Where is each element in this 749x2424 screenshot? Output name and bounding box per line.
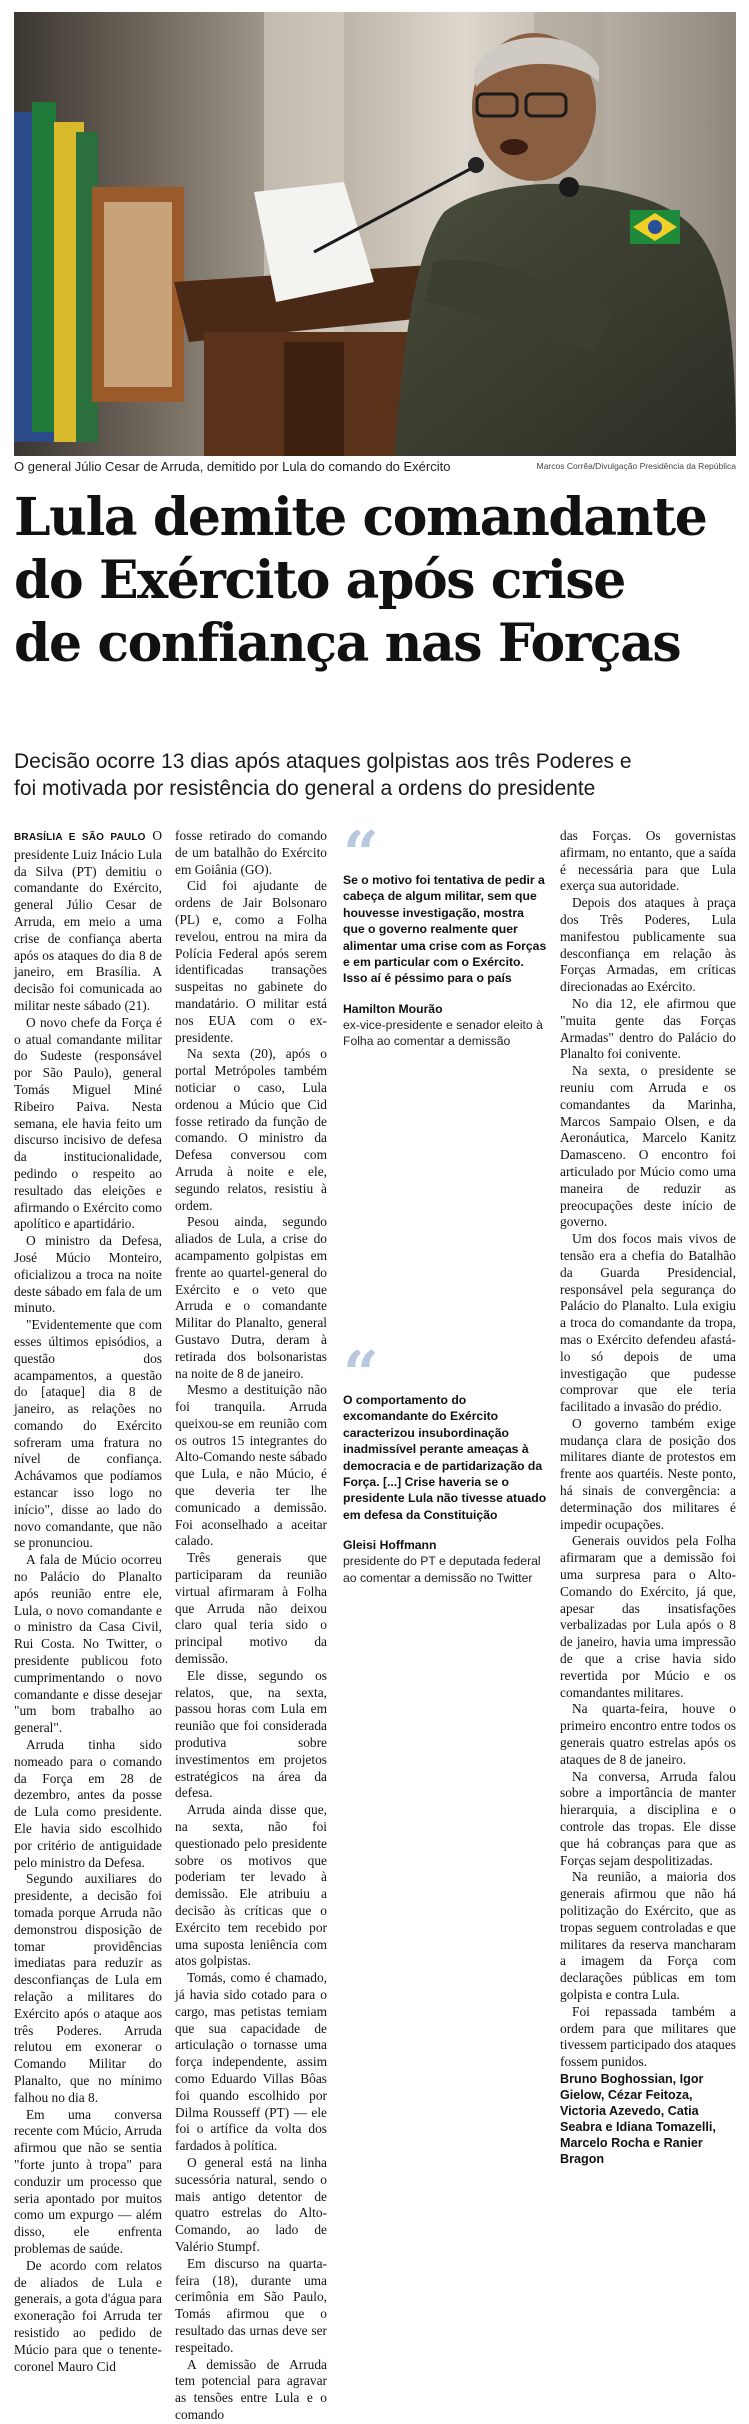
subheadline [14,748,736,802]
article-paragraph: Mesmo a destituição não foi tranquila. Arruda queixou-se em reunião com os outros 15 integrantes do Alto-Comando neste sábado que Lula, e não Múcio, é que deveria ter lhe comunicado a demissão. Foi aconselhado a aceitar calado. [175,1382,327,1549]
article-paragraph: Na quarta-feira, houve o primeiro encontro entre todos os generais quatro estrelas após os ataques de 8 de janeiro. [560,1701,736,1767]
photo-caption: O general Júlio Cesar de Arruda, demitido por Lula do comando do Exército [14,459,451,474]
dateline: BRASÍLIA E SÃO PAULO [14,832,146,843]
article-paragraph: Em discurso na quarta-feira (18), durante uma cerimônia em São Paulo, Tomás afirmou que o resultado das urnas deve ser respeitado. [175,2255,327,2355]
article-paragraph: O novo chefe da Força é o atual comandante militar do Sudeste (responsável por São Paulo), general Tomás Miguel Miné Ribeiro Paiva. Nesta semana, ele havia feito um discurso incisivo de defesa da institucionalidade, pedindo o respeito ao resultado das eleições e afirmando o Exército como apolítico e apartidário. [14,1014,162,1232]
article-paragraph: fosse retirado do comando de um batalhão do Exército em Goiânia (GO). [175,828,327,877]
article-paragraph: De acordo com relatos de aliados de Lula e generais, a gota d'água para exoneração foi Arruda ter resistido ao pedido de Múcio para que o tenente-coronel Mauro Cid [14,2257,162,2374]
quote-author: Gleisi Hoffmann [343,1538,437,1553]
article-paragraph: Na sexta (20), após o portal Metrópoles também noticiar o caso, Lula ordenou a Múcio que Cid fosse retirado da função de comando. O ministro da Defesa conversou com Arruda à noite e ele, segundo relatos, resistiu à ordem. [175,1046,327,1213]
article-paragraph: Tomás, como é chamado, já havia sido cotado para o cargo, mas petistas temiam que sua capacidade de articulação o tornasse uma força independente, assim como Eduardo Villas Bôas foi quando escolhido por Dilma Rousseff (PT) — ele foi o artífice da volta dos fardados à política. [175,1970,327,2154]
article-paragraph: "Evidentemente que com esses últimos episódios, a questão dos acampamentos, a questão do [ataque] dia 8 de janeiro, as relações no comando do Exército sofreram uma fratura no nível de confiança. Achávamos que podíamos estancar isso logo no início", disse ao lado do novo comandante, que não se pronunciou. [14,1317,162,1551]
photo-credit: Marcos Corrêa/Divulgação Presidência da República [536,461,736,471]
quote-mark-icon: “ [343,1337,379,1410]
article-paragraph: Arruda tinha sido nomeado para o comando da Força em 28 de dezembro, antes da posse de Lula como presidente. Ele havia sido escolhido por critério de antiguidade pelo ministro da Defesa. [14,1737,162,1870]
article-paragraph: A fala de Múcio ocorreu no Palácio do Planalto após reunião entre ele, Lula, o novo comandante e o ministro da Casa Civil, Rui Costa. No Twitter, o presidente publicou foto cumprimentando o novo comandante e disse desejar "um bom trabalho ao general". [14,1552,162,1736]
article-paragraph: Pesou ainda, segundo aliados de Lula, a crise do acampamento golpistas em frente ao quartel-general do Exército e o veto que Arruda e o comandante Militar do Planalto, general Gustavo Dutra, deram à retirada dos bolsonaristas na noite de 8 de janeiro. [175,1214,327,1381]
general-speaking-image [14,12,736,456]
headline-line: de confiança nas Forças [14,613,681,674]
quote-author-role: presidente do PT e deputada federal ao comentar a demissão no Twitter [343,1554,541,1585]
article-paragraph: No dia 12, ele afirmou que "muita gente das Forças Armadas" dentro do Palácio do Planalto foi conivente. [560,995,736,1062]
article-paragraph: Foi repassada também a ordem para que militares que tivessem participado dos ataques fossem punidos. [560,2003,736,2070]
quote-author-role: ex-vice-presidente e senador eleito à Folha ao comentar a demissão [343,1017,543,1049]
article-paragraph: BRASÍLIA E SÃO PAULO O presidente Luiz Inácio Lula da Silva (PT) demitiu o comandante do Exército, general Júlio Cesar de Arruda, em meio a uma crise de confiança aberta após os ataques do dia 8 de janeiro, em Brasília. A decisão foi comunicada ao militar neste sábado (21). [14,828,162,1013]
article-paragraph: Arruda ainda disse que, na sexta, não foi questionado pelo presidente sobre os motivos que poderiam ter levado à demissão. Ele atribuiu a decisão às críticas que o Exército tem recebido por uma suposta leniência com atos golpistas. [175,1802,327,1969]
headline-line: Lula demite comandante [14,487,707,548]
byline: Bruno Boghossian, Igor Gielow, Cézar Feitoza, Victoria Azevedo, Catia Seabra e Idiana Tomazelli, Marcelo Rocha e Ranier Bragon [560,2071,716,2166]
article-paragraph: Um dos focos mais vivos de tensão era a chefia do Batalhão da Guarda Presidencial, responsável pela segurança do Palácio do Planalto. Lula exigiu a troca do comandante da tropa, mas o Exército defendeu afastá-lo só depois de uma investigação que pudesse comprovar que ele teria facilitado a invasão do prédio. [560,1231,736,1415]
headline [14,486,736,675]
article-paragraph: O ministro da Defesa, José Múcio Monteiro, oficializou a troca na noite deste sábado em fala de um minuto. [14,1233,162,1316]
article-paragraph: das Forças. Os governistas afirmam, no entanto, que a saída é necessária para que Lula exerça sua autoridade. [560,828,736,894]
headline-line: do Exército após crise [14,550,625,611]
article-paragraph: Na reunião, a maioria dos generais afirmou que não há politização do Exército, que as tropas seguem controladas e que militares da reserva mancharam a imagem da Força com declarações públicas em tom golpista e contra Lula. [560,1869,736,2002]
article-paragraph: Generais ouvidos pela Folha afirmaram que a demissão foi uma surpresa para o Alto-Comando do Exército, já que, apesar das insatisfações verbalizadas por Lula após o 8 de janeiro, havia uma impressão de que a crise havia sido revertida por Múcio e os comandantes militares. [560,1533,736,1700]
article-column-1 [14,828,162,2374]
article-paragraph: Ele disse, segundo os relatos, que, na sexta, passou horas com Lula em reunião que foi considerada produtiva sobre investimentos em projetos estratégicos na área da defesa. [175,1667,327,1801]
news-photo [14,12,736,456]
quote-author: Hamilton Mourão [343,1001,443,1016]
article-column-4 [560,828,736,2166]
article-paragraph: O governo também exige mudança clara de posição dos militares diante de protestos em frente aos quartéis. Neste ponto, há sinais de convergência: a determinação dos militares é impedir ocupações. [560,1415,736,1532]
article-column-2 [175,828,327,2422]
pull-quote [343,1337,548,1586]
quote-text: Se o motivo foi tentativa de pedir a cabeça de algum militar, sem que houvesse investigação, mostra que o governo realmente quer alimentar uma crise com as Forças e em particular com o Exército. Isso aí é péssimo para o país [343,873,547,986]
article-paragraph: O general está na linha sucessória natural, sendo o mais antigo detentor de quatro estrelas do Alto-Comando, ao lado de Valério Stumpf. [175,2154,327,2254]
subheadline-line: Decisão ocorre 13 dias após ataques golpistas aos três Poderes e [14,750,632,773]
article-paragraph: Cid foi ajudante de ordens de Jair Bolsonaro (PL) e, como a Folha revelou, entrou na mira da Polícia Federal após serem identificadas transações suspeitas no gabinete do mandatário. O militar está nos EUA com o ex-presidente. [175,878,327,1045]
quote-mark-icon: “ [343,817,379,890]
article-paragraph: Depois dos ataques à praça dos Três Poderes, Lula manifestou publicamente sua desconfiança em relação às Forças Armadas, em críticas direcionadas ao Exército. [560,895,736,995]
article-paragraph: Segundo auxiliares do presidente, a decisão foi tomada porque Arruda não demonstrou disposição de tomar providências imediatas para reduzir as desconfianças de Lula em relação a militares do Exército após o ataque aos três Poderes. Arruda relutou em exonerar o Comando Militar do Planalto, que no mínimo falhou no dia 8. [14,1871,162,2105]
pull-quote [343,817,548,1050]
photo-caption-row [14,459,736,475]
article-paragraph: Em uma conversa recente com Múcio, Arruda afirmou que não se sentia "forte junto à tropa" para conduzir um processo que seria apontado por muitos como um expurgo — além disso, ele enfrenta problemas de saúde. [14,2106,162,2256]
quotes-column [343,817,548,2144]
subheadline-line: foi motivada por resistência do general a ordens do presidente [14,777,596,800]
article-paragraph: Três generais que participaram da reunião virtual afirmaram à Folha que Arruda não deixou claro qual teria sido o principal motivo da demissão. [175,1550,327,1667]
article-paragraph: Na sexta, o presidente se reuniu com Arruda e os comandantes da Marinha, Marcos Sampaio Olsen, e da Aeronáutica, Marcelo Kanitz Damasceno. O encontro foi articulado por Múcio como uma maneira de reduzir as preocupações deste início de governo. [560,1063,736,1230]
article-paragraph: Na conversa, Arruda falou sobre a importância de manter hierarquia, a disciplina e o controle das tropas. Ele disse que há cobranças para que as Forças sejam despolitizadas. [560,1768,736,1868]
quote-text: O comportamento do excomandante do Exército caracterizou insubordinação inadmissível perante ameaças à democracia e de partidarização da Força. [...] Crise haveria se o presidente Lula não tivesse atuado em defesa da Constituição [343,1393,547,1522]
article-paragraph: A demissão de Arruda tem potencial para agravar as tensões entre Lula e o comando [175,2356,327,2422]
